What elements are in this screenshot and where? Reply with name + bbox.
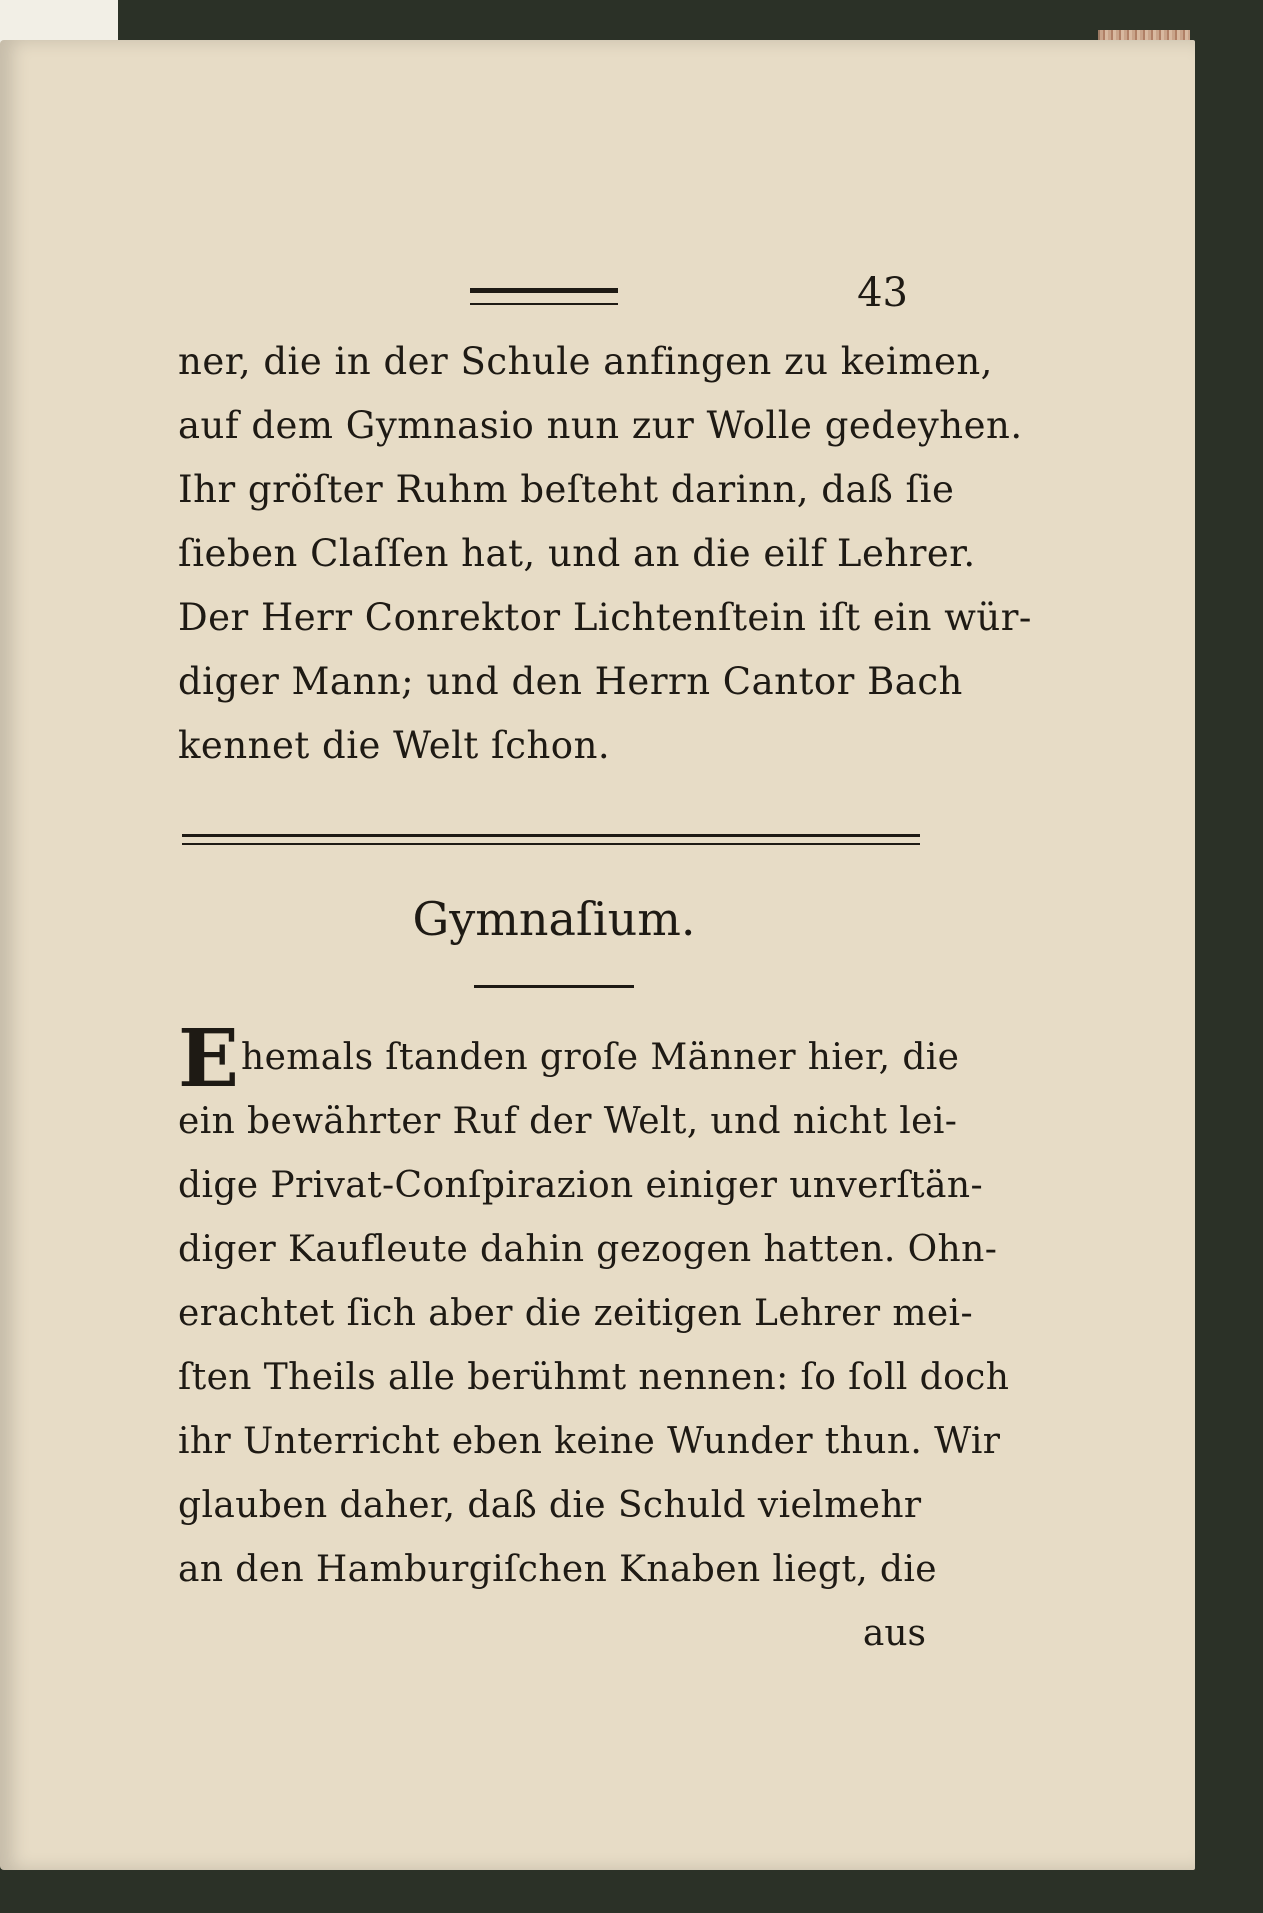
top-paragraph (178, 330, 1032, 778)
section-title: Gymnaſium. (412, 892, 696, 946)
title-underline (474, 985, 634, 988)
body-paragraph (178, 1011, 1010, 1602)
text-line: erachtet ſich aber die zeitigen Lehrer mei- (178, 1293, 974, 1334)
text-line: Der Herr Conrektor Lichtenſtein iſt ein wür- (178, 596, 1032, 639)
text-line: kennet die Welt ſchon. (178, 724, 611, 767)
text-line: hemals ſtanden groſe Männer hier, die (240, 1037, 960, 1078)
page-content (178, 270, 1032, 1666)
section-divider (182, 834, 920, 845)
text-line: an den Hamburgiſchen Knaben liegt, die (178, 1549, 937, 1590)
text-line: glauben daher, daß die Schuld vielmehr (178, 1485, 922, 1526)
text-line: ner, die in der Schule anfingen zu keimen, (178, 340, 993, 383)
text-line: auf dem Gymnasio nun zur Wolle gedeyhen. (178, 404, 1023, 447)
text-line: diger Kaufleute dahin gezogen hatten. Ohn- (178, 1229, 998, 1270)
page-number: 43 (857, 270, 908, 316)
text-line: ein bewährter Ruf der Welt, und nicht lei- (178, 1101, 958, 1142)
text-line: diger Mann; und den Herrn Cantor Bach (178, 660, 963, 703)
text-line: ſten Theils alle berühmt nennen: ſo ſoll doch (178, 1357, 1010, 1398)
drop-cap: E (178, 1011, 239, 1105)
text-line: dige Privat-Conſpirazion einiger unverſtän- (178, 1165, 984, 1206)
page-header (178, 270, 930, 330)
header-ornament-rule (470, 288, 618, 305)
text-line: Ihr gröſter Ruhm beſteht darinn, daß ſie (178, 468, 955, 511)
text-line: ihr Unterricht eben keine Wunder thun. Wir (178, 1421, 1001, 1462)
text-line: ſieben Claſſen hat, und an die eilf Lehrer. (178, 532, 976, 575)
catchword: aus (862, 1613, 926, 1654)
